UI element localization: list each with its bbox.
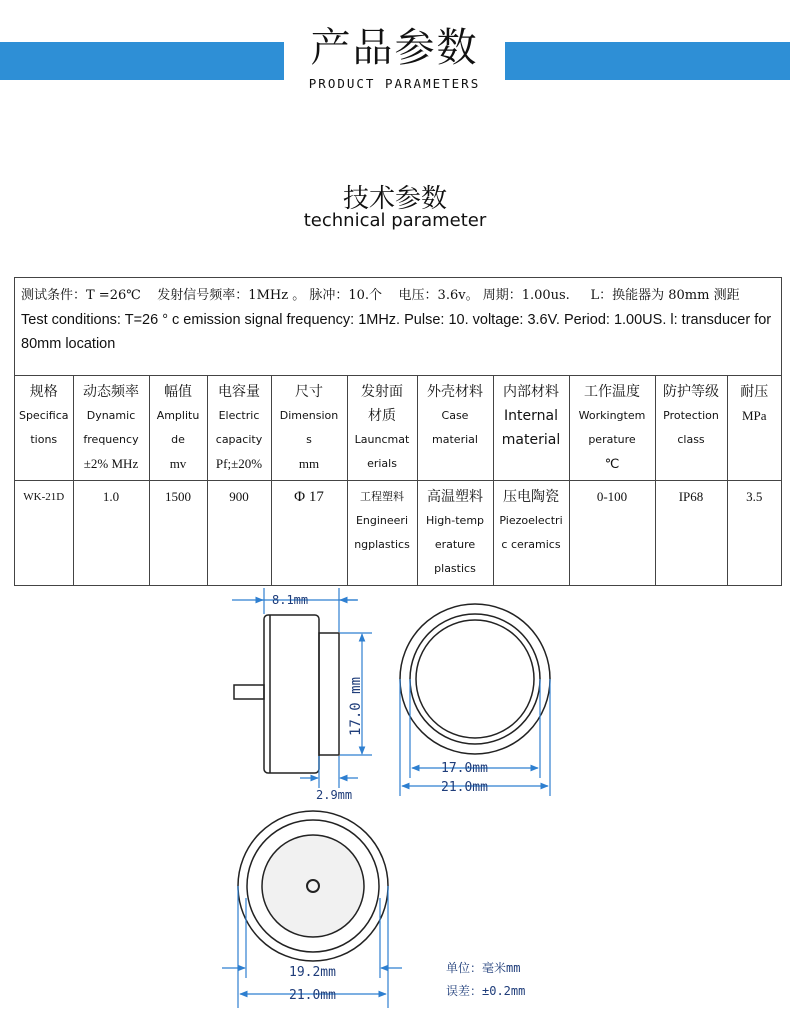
header-cell	[149, 376, 207, 481]
spec-table	[15, 376, 781, 585]
test-conditions	[15, 278, 781, 376]
header-cell-line: 防护等级	[663, 384, 719, 400]
header-cell-line: 幅值	[164, 384, 192, 400]
header-cell-line: frequency	[83, 433, 139, 446]
table-cell	[207, 481, 271, 586]
header-cell-line: ±2% MHz	[83, 456, 139, 471]
table-cell	[569, 481, 655, 586]
header-cell-line: 耐压	[740, 384, 769, 400]
header-cell-line: de	[171, 433, 185, 446]
table-cell-line: Φ 17	[294, 489, 324, 505]
header-cell-line: s	[306, 433, 312, 446]
header-cell	[207, 376, 271, 481]
header-cell-line: Dimension	[279, 409, 339, 422]
header-cell-line: 尺寸	[295, 384, 323, 400]
header-cell-line: Electric	[218, 409, 260, 422]
table-cell	[271, 481, 347, 586]
table-cell-line: IP68	[678, 489, 704, 504]
header-cell-line: Launcmat	[354, 433, 410, 446]
header-cell	[493, 376, 569, 481]
header-cell-line: 内部材料	[503, 384, 559, 400]
header-cell-line: 动态频率	[83, 384, 139, 400]
table-cell	[347, 481, 417, 586]
page-subtitle: PRODUCT PARAMETERS	[308, 76, 481, 91]
header-cell-line: Amplitu	[156, 409, 200, 422]
front-view	[400, 604, 550, 754]
table-cell-line: 压电陶瓷	[503, 489, 559, 505]
table-cell-line: erature	[434, 538, 476, 551]
test-conditions-en: Test conditions: T=26 ° c emission signal frequency: 1MHz. Pulse: 10. voltage: 3.6V. Period: 1.00US. l: transducer for 80mm location	[21, 312, 772, 352]
dim-top-label: 8.1mm	[272, 593, 309, 607]
header-cell-line: erials	[367, 457, 397, 470]
table-cell-line: WK-21D	[23, 491, 65, 503]
table-cell-line: 1500	[165, 489, 191, 504]
table-cell-line: 工程塑料	[360, 490, 404, 503]
table-cell	[417, 481, 493, 586]
table-cell-line: Engineeri	[355, 514, 409, 527]
header-cell	[417, 376, 493, 481]
table-cell-line: 900	[229, 489, 249, 504]
header-cell-line: 外壳材料	[427, 384, 483, 400]
table-header-row	[15, 376, 781, 481]
header-cell	[727, 376, 781, 481]
header-cell	[569, 376, 655, 481]
unit-note: 单位：毫米mm	[446, 961, 521, 975]
header-cell-line: 发射面	[361, 384, 403, 400]
dim-front-inner-label: 17.0mm	[441, 761, 488, 776]
table-cell-line: plastics	[434, 562, 476, 575]
section-subtitle: technical parameter	[303, 210, 487, 231]
table-cell-line: c ceramics	[501, 538, 561, 551]
header-cell-line: material	[432, 433, 478, 446]
header-cell-line: ℃	[604, 456, 620, 471]
side-view	[234, 615, 339, 773]
table-cell	[727, 481, 781, 586]
header-cell-line: 工作温度	[584, 384, 640, 400]
table-row	[15, 481, 781, 586]
header-cell	[15, 376, 73, 481]
table-cell-line: ngplastics	[354, 538, 410, 551]
header-cell	[73, 376, 149, 481]
header-cell	[271, 376, 347, 481]
header-cell-line: MPa	[741, 408, 767, 423]
header-cell-line: 规格	[29, 384, 58, 400]
table-cell	[493, 481, 569, 586]
header-cell-line: Protection	[663, 409, 719, 422]
table-cell	[655, 481, 727, 586]
page-title: 产品参数	[310, 25, 479, 71]
header-cell-line: 材质	[368, 408, 396, 424]
section-title: 技术参数	[342, 184, 447, 214]
header-cell-line: Specifica	[18, 409, 69, 422]
dim-back-outer-label: 21.0mm	[289, 988, 336, 1003]
back-view	[238, 811, 388, 961]
header-bar-right	[505, 42, 790, 80]
header-cell-line: mv	[169, 456, 187, 471]
table-cell-line: High-temp	[425, 514, 485, 527]
header-cell-line: capacity	[215, 433, 263, 446]
tolerance-note: 误差：±0.2mm	[446, 984, 526, 998]
header-cell	[347, 376, 417, 481]
dimension-drawing	[0, 578, 790, 1018]
table-cell	[15, 481, 73, 586]
table-cell-line: 3.5	[746, 489, 763, 504]
test-conditions-zh: 测试条件：T =26℃ 发射信号频率：1MHz 。 脉冲：10.个 电压：3.6v。 周期：1.00us. L：换能器为 80mm 测距	[21, 288, 740, 303]
header-cell-line: tions	[30, 433, 58, 446]
table-cell	[149, 481, 207, 586]
dim-side-label: 17.0 mm	[348, 676, 364, 736]
header-cell-line: Workingtem	[578, 409, 646, 422]
header-bar-left	[0, 42, 284, 80]
parameter-table	[14, 277, 782, 586]
header-cell-line: Case	[441, 409, 469, 422]
dim-bottom-small-label: 2.9mm	[316, 788, 353, 802]
header-cell-line: mm	[298, 456, 320, 471]
header-cell-line: Dynamic	[86, 409, 136, 422]
header-cell-line: Pf;±20%	[215, 456, 263, 471]
table-cell-line: 0-100	[596, 489, 628, 504]
table-cell-line: 高温塑料	[427, 489, 483, 505]
table-cell-line: 1.0	[102, 489, 120, 504]
table-cell	[73, 481, 149, 586]
header-cell-line: class	[677, 433, 705, 446]
table-cell-line: Piezoelectri	[499, 514, 563, 527]
header-cell-line: 电容量	[218, 384, 260, 400]
header-cell	[655, 376, 727, 481]
header-cell-line: material	[501, 432, 561, 448]
header-cell-line: Internal	[504, 408, 558, 424]
dim-front-outer-label: 21.0mm	[441, 780, 488, 795]
dim-back-inner-label: 19.2mm	[289, 965, 336, 980]
header-cell-line: perature	[588, 433, 636, 446]
